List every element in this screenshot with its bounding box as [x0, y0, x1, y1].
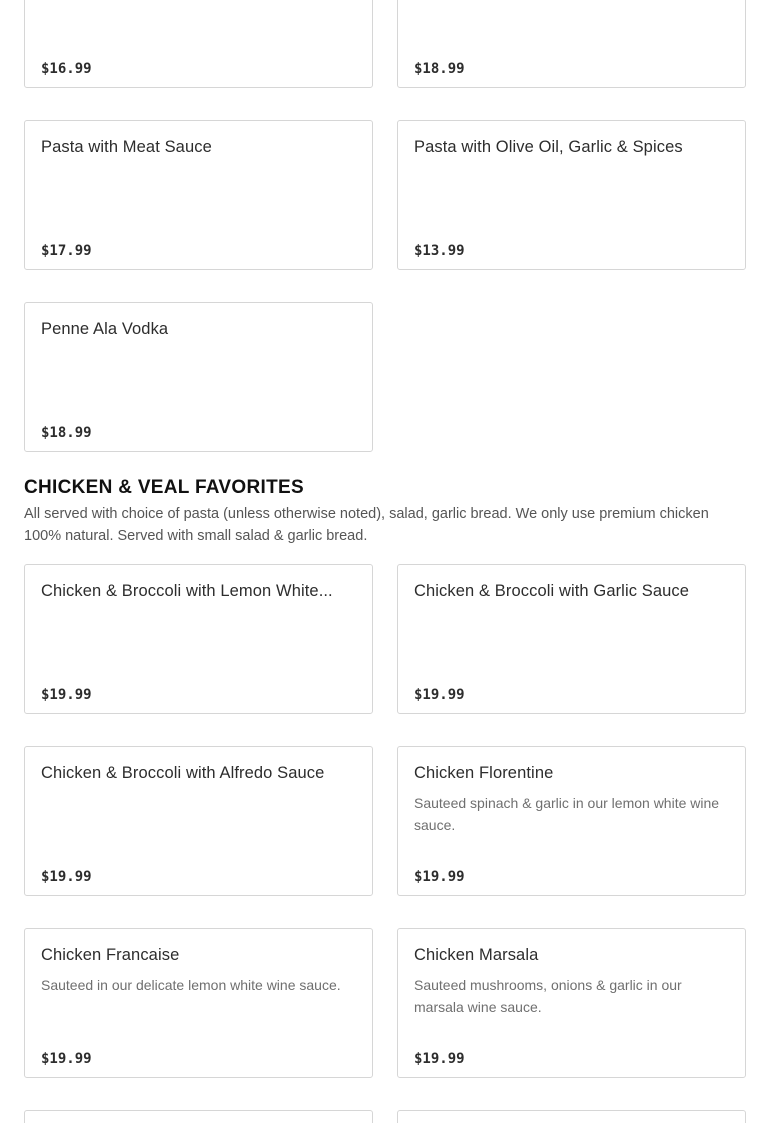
menu-item-card[interactable] — [24, 302, 373, 452]
menu-item-price: $18.99 — [41, 425, 92, 441]
menu-item-card[interactable] — [397, 746, 746, 896]
menu-item-name: Chicken & Broccoli with Garlic Sauce — [414, 582, 690, 600]
menu-item-card[interactable] — [397, 1110, 746, 1123]
menu-item-card[interactable] — [397, 564, 746, 714]
menu-item-price: $19.99 — [414, 687, 465, 703]
menu-item-name: Chicken Florentine — [414, 764, 554, 782]
menu-item-description: Sauteed mushrooms, onions & garlic in our marsala wine sauce. — [414, 977, 682, 1015]
menu-item-name: Penne Ala Vodka — [41, 320, 169, 338]
menu-item-price: $19.99 — [414, 1051, 465, 1067]
menu-item-card[interactable] — [24, 1110, 373, 1123]
menu-item-name: Chicken Marsala — [414, 946, 539, 964]
menu-item-card[interactable] — [397, 928, 746, 1078]
menu-item-price: $19.99 — [41, 869, 92, 885]
menu-item-price: $19.99 — [41, 1051, 92, 1067]
menu-item-card[interactable] — [24, 564, 373, 714]
menu-item-price: $16.99 — [41, 61, 92, 77]
menu-grid-top-partial — [24, 0, 746, 88]
menu-item-price: $19.99 — [41, 687, 92, 703]
menu-item-price: $17.99 — [41, 243, 92, 259]
menu-item-name: Chicken & Broccoli with Lemon White... — [41, 582, 333, 600]
menu-item-name: Chicken & Broccoli with Alfredo Sauce — [41, 764, 325, 782]
menu-grid-chicken-veal — [24, 564, 746, 1123]
section-title: CHICKEN & VEAL FAVORITES — [24, 477, 304, 498]
menu-item-card[interactable] — [24, 0, 373, 88]
menu-grid-pasta — [24, 120, 746, 452]
menu-item-card[interactable] — [24, 120, 373, 270]
menu-item-card[interactable] — [397, 120, 746, 270]
menu-item-name: Pasta with Olive Oil, Garlic & Spices — [414, 138, 683, 156]
menu-item-description: Sauteed spinach & garlic in our lemon white wine sauce. — [414, 795, 720, 833]
menu-item-price: $13.99 — [414, 243, 465, 259]
menu-item-description: Sauteed in our delicate lemon white wine sauce. — [41, 977, 341, 993]
menu-item-price: $19.99 — [414, 869, 465, 885]
menu-item-card[interactable] — [24, 928, 373, 1078]
menu-item-card[interactable] — [24, 746, 373, 896]
menu-item-price: $18.99 — [414, 61, 465, 77]
menu-item-name: Pasta with Meat Sauce — [41, 138, 212, 156]
menu-item-card[interactable] — [397, 0, 746, 88]
menu-item-name: Chicken Francaise — [41, 946, 180, 964]
section-description: All served with choice of pasta (unless otherwise noted), salad, garlic bread. We only use premium chicken 100% natural. Served with small salad & garlic bread. — [24, 506, 709, 544]
